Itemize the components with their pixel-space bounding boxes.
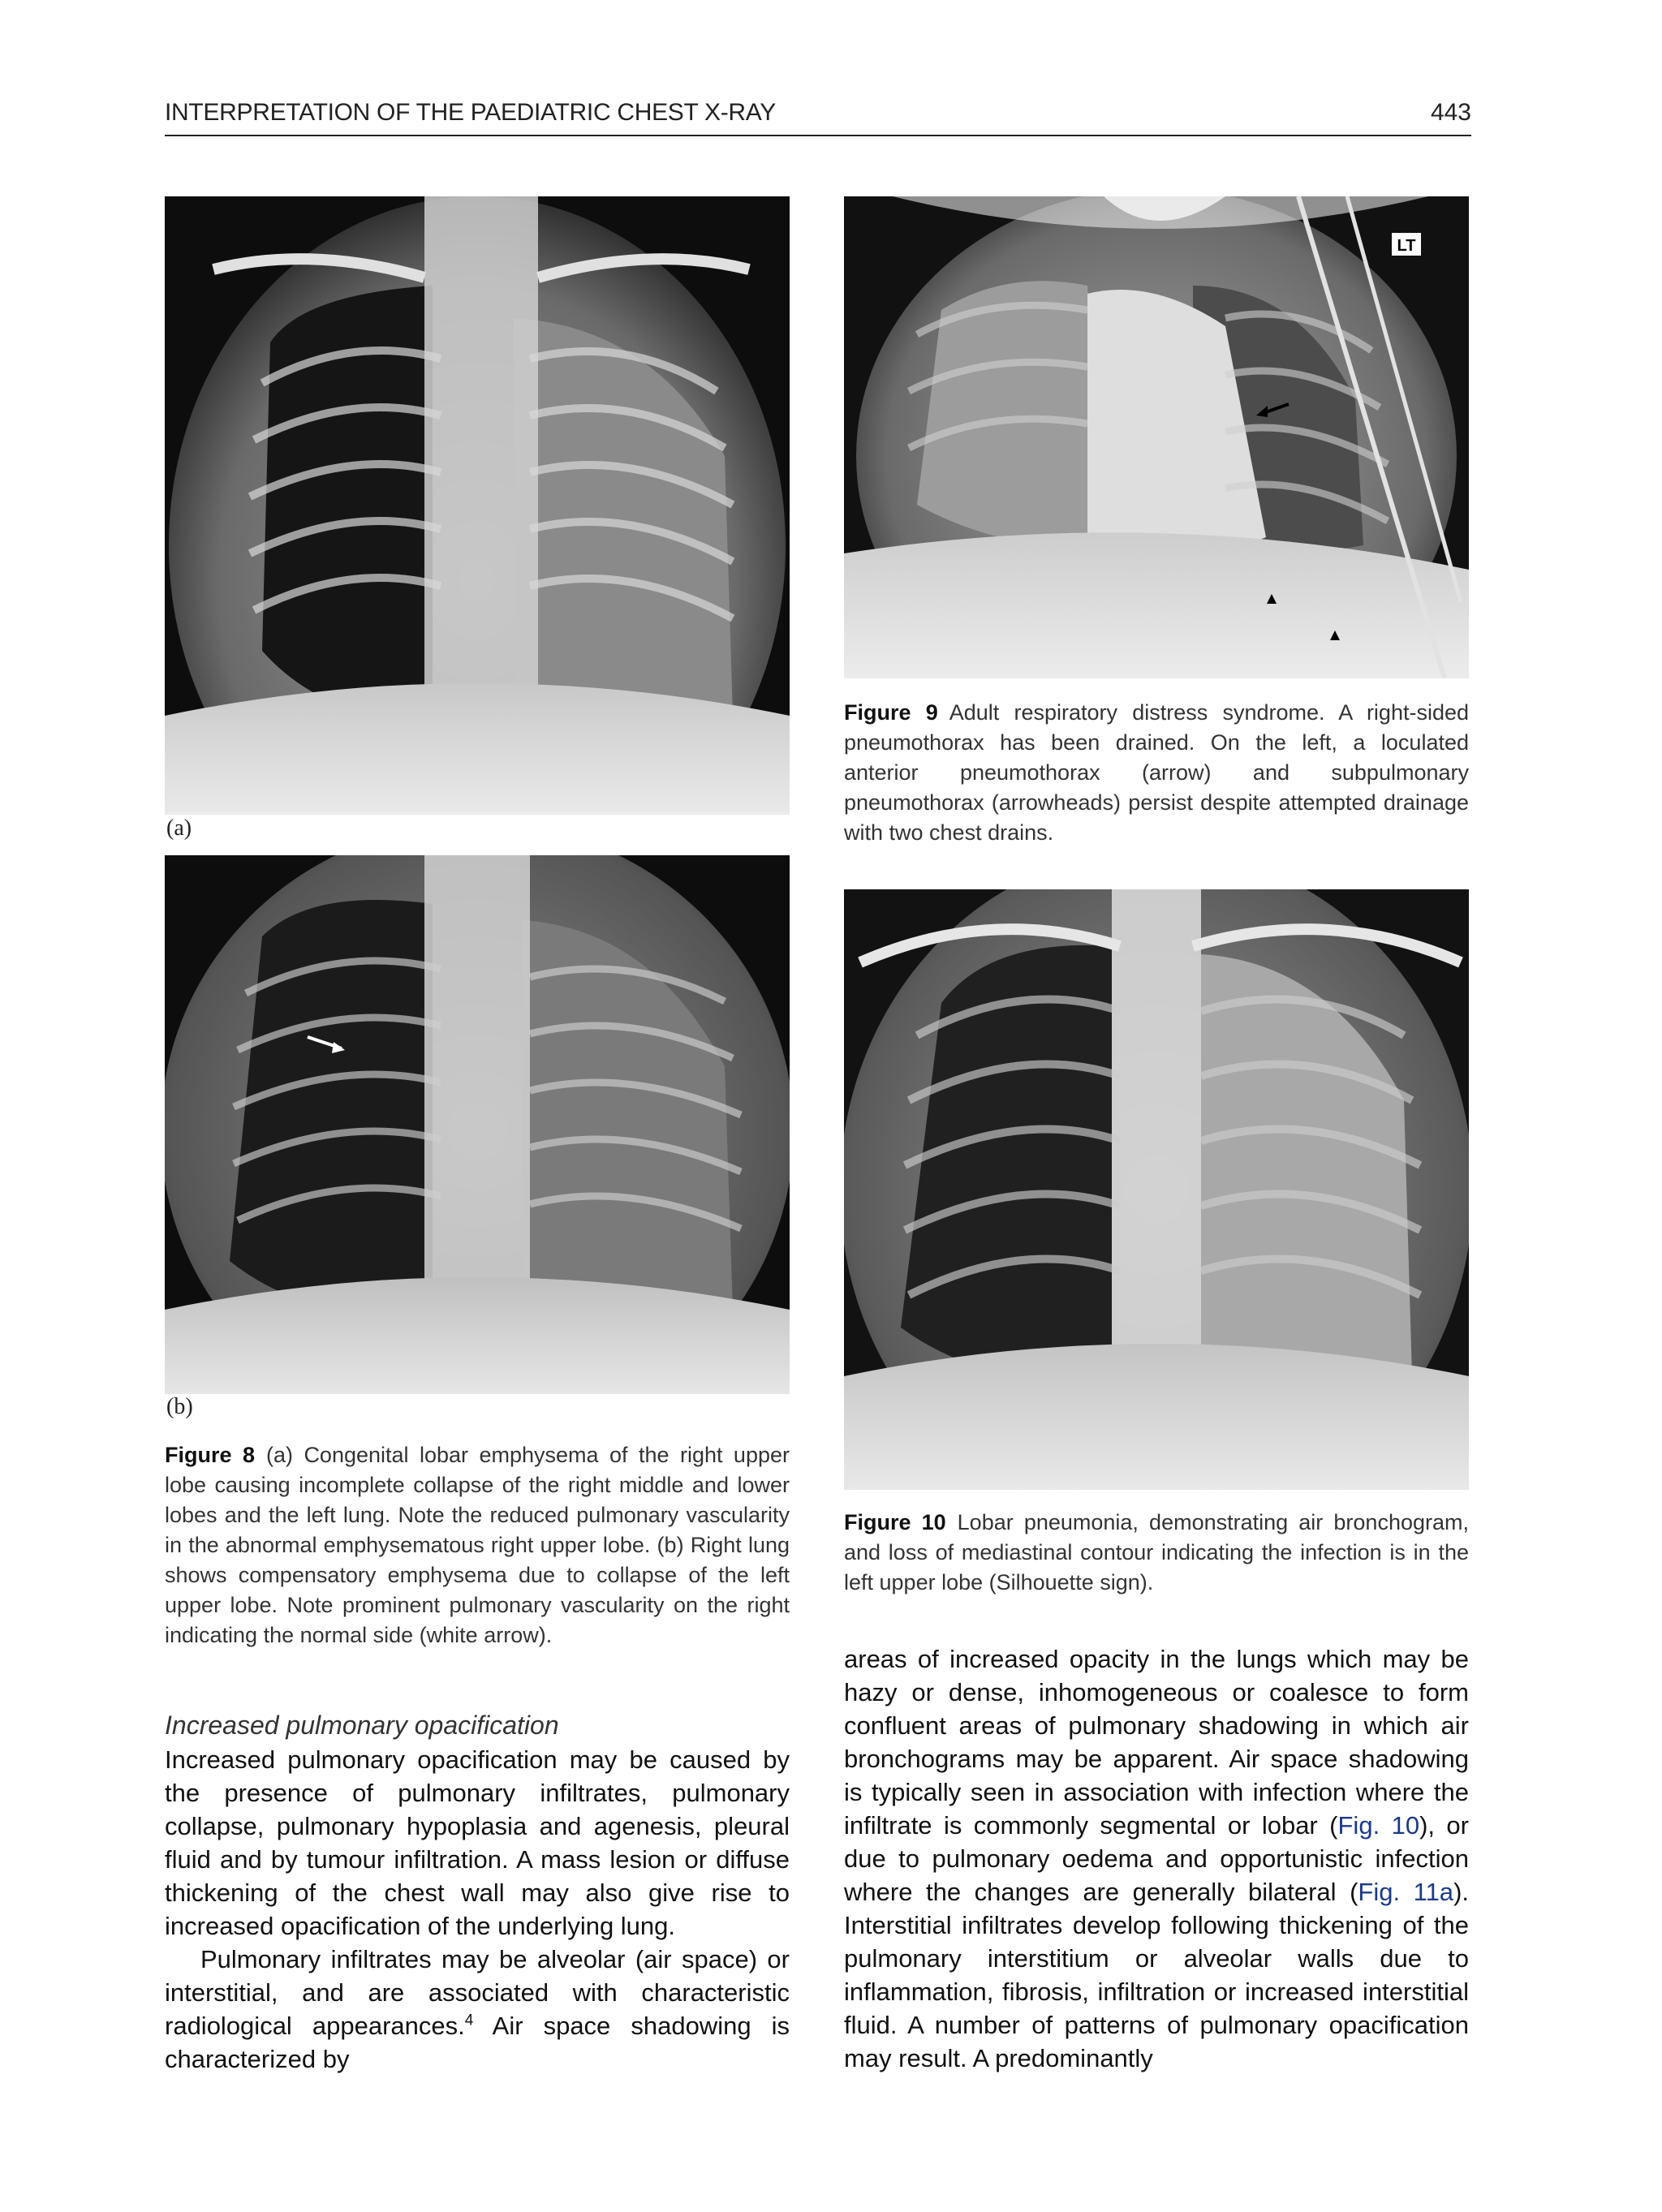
figure-9-caption-text: Adult respiratory distress syndrome. A right-sided pneumothorax has been drained. On the left, a loculated anterior pneumothorax (arrow) and subpulmonary pneumothorax (arrowheads) persist despite attempted drainage with two chest drains. <box>844 700 1469 845</box>
paragraph-2-text: Pulmonary infiltrates may be alveolar (air space) or interstitial, and are associated with characteristic radiological appearances. <box>165 1945 790 2040</box>
paragraph-1: Increased pulmonary opacification may be caused by the presence of pulmonary infiltrates, pulmonary collapse, pulmonary hypoplasia and agenesis, pleural fluid and by tumour infiltration. A mass lesion or diffuse thickening of the chest wall may also give rise to increased opacification of the underlying lung. <box>165 1745 790 1940</box>
paragraph-2-end: Air space shadowing is characterized by <box>165 2012 790 2073</box>
figure-10-caption-text: Lobar pneumonia, demonstrating air bronchogram, and loss of mediastinal contour indicating the infection is in the left upper lobe (Silhouette sign). <box>844 1510 1469 1594</box>
figure-8-caption <box>165 1440 790 1650</box>
figure-8b-label: (b) <box>166 1394 193 1419</box>
left-column-text <box>165 1743 790 2076</box>
figure-10-label: Figure 10 <box>844 1510 946 1534</box>
figure-8a-label: (a) <box>166 816 192 841</box>
right-text-3: ). Interstitial infiltrates develop following thickening of the pulmonary interstitium or alveolar walls due to inflammation, fibrosis, infiltration or increased interstitial fluid. A number of patterns of pulmonary opacification may result. A predominantly <box>844 1878 1469 2072</box>
right-column-text <box>844 1642 1469 2075</box>
figure-8-label: Figure 8 <box>165 1443 255 1467</box>
figure-10-xray-image <box>844 889 1469 1490</box>
right-text-1: areas of increased opacity in the lungs which may be hazy or dense, inhomogeneous or coalesce to form confluent areas of pulmonary shadowing in which air bronchograms may be apparent. Air space shadowing is typically seen in association with infection where the infiltrate is commonly segmental or lobar ( <box>844 1645 1469 1840</box>
fig-11a-link[interactable]: Fig. 11a <box>1358 1878 1454 1906</box>
figure-8b-xray-image <box>165 855 790 1394</box>
figure-10-caption <box>844 1508 1469 1598</box>
fig-10-link[interactable]: Fig. 10 <box>1337 1811 1420 1840</box>
paragraph-2 <box>165 1943 790 2076</box>
page-header <box>165 99 1471 136</box>
running-title: INTERPRETATION OF THE PAEDIATRIC CHEST X-RAY <box>165 99 776 126</box>
figure-9-label: Figure 9 <box>844 700 938 725</box>
figure-9-xray-image <box>844 196 1469 678</box>
right-paragraph <box>844 1642 1469 2075</box>
lt-marker: LT <box>1397 237 1416 255</box>
figure-9-caption <box>844 698 1469 848</box>
figure-8-caption-text: (a) Congenital lobar emphysema of the right upper lobe causing incomplete collapse of the right middle and lower lobes and the left lung. Note the reduced pulmonary vascularity in the abnormal emphysematous right upper lobe. (b) Right lung shows compensatory emphysema due to collapse of the left upper lobe. Note prominent pulmonary vascularity on the right indicating the normal side (white arrow). <box>165 1443 790 1647</box>
page-number: 443 <box>1430 99 1471 126</box>
section-heading: Increased pulmonary opacification <box>165 1711 559 1740</box>
right-text-2: ), or due to pulmonary oedema and opportunistic infection where the changes are generally bilateral ( <box>844 1811 1469 1906</box>
reference-4[interactable]: 4 <box>464 2012 474 2029</box>
figure-8a-xray-image <box>165 196 790 815</box>
